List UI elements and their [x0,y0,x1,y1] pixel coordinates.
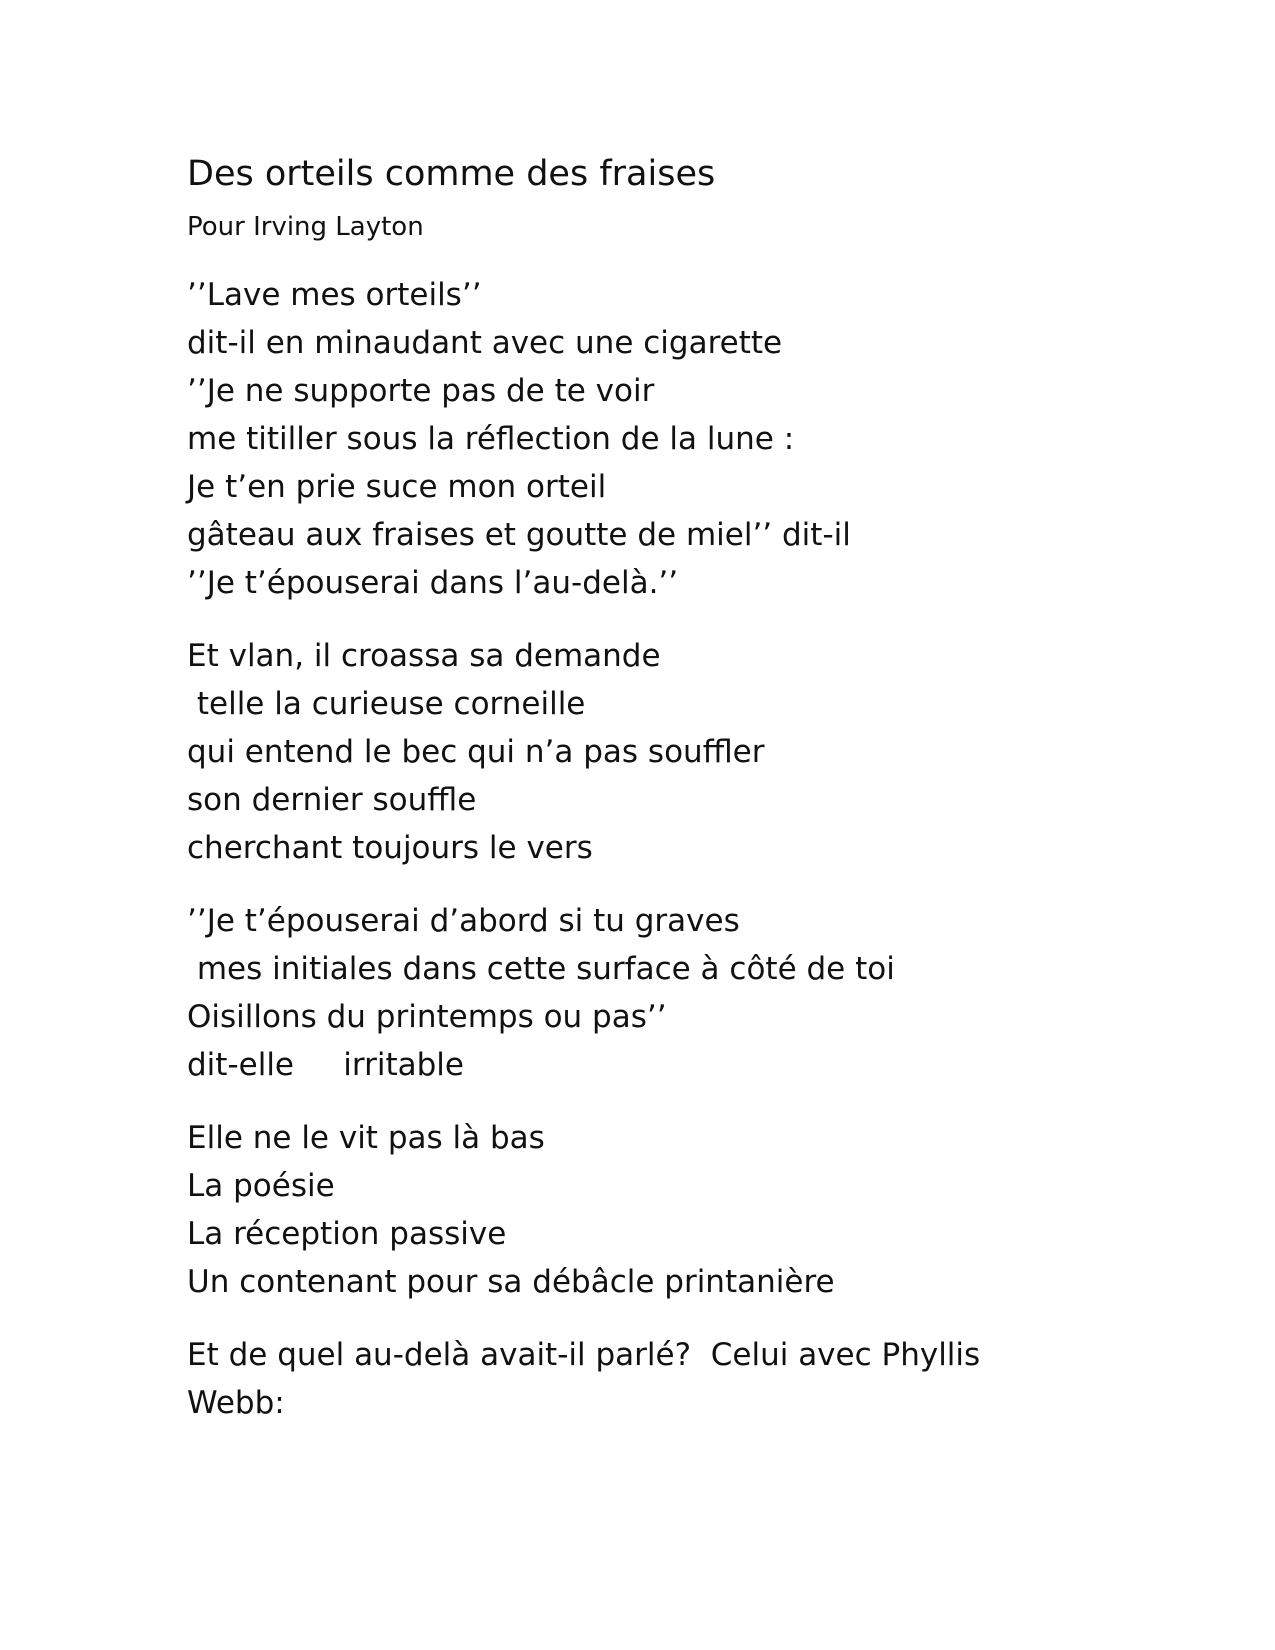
poem-line: La poésie [187,1168,335,1204]
poem-line: Et vlan, il croassa sa demande [187,638,661,674]
stanza-2 [187,632,1187,872]
poem-line: Un contenant pour sa débâcle printanière [187,1264,835,1300]
poem-page [187,152,1187,1427]
poem-line: dit-il en minaudant avec une cigarette [187,325,783,361]
poem-line: mes initiales dans cette surface à côté de toi [187,951,895,987]
poem-line: me titiller sous la réflection de la lune : [187,421,795,457]
stanza-1 [187,271,1187,607]
poem-line: Webb: [187,1385,285,1421]
poem-line: cherchant toujours le vers [187,830,593,866]
poem-line: ’’Lave mes orteils’’ [187,277,482,313]
stanza-5 [187,1331,1187,1427]
poem-dedication: Pour Irving Layton [187,212,424,242]
stanza-3 [187,897,1187,1089]
poem-line: ’’Je t’épouserai d’abord si tu graves [187,903,740,939]
poem-title: Des orteils comme des fraises [187,154,716,194]
poem-line: dit-elle irritable [187,1047,464,1083]
poem-line: Oisillons du printemps ou pas’’ [187,999,667,1035]
poem-line: qui entend le bec qui n’a pas souffler [187,734,765,770]
poem-line: La réception passive [187,1216,507,1252]
poem-line: Elle ne le vit pas là bas [187,1120,545,1156]
poem-line: Et de quel au-delà avait-il parlé? Celui avec Phyllis [187,1337,981,1373]
poem-line: gâteau aux fraises et goutte de miel’’ dit-il [187,517,851,553]
poem-line: ’’Je t’épouserai dans l’au-delà.’’ [187,565,679,601]
poem-line: Je t’en prie suce mon orteil [187,469,607,505]
poem-line: son dernier souffle [187,782,477,818]
poem-line: ’’Je ne supporte pas de te voir [187,373,655,409]
poem-line: telle la curieuse corneille [187,686,586,722]
stanza-4 [187,1114,1187,1306]
